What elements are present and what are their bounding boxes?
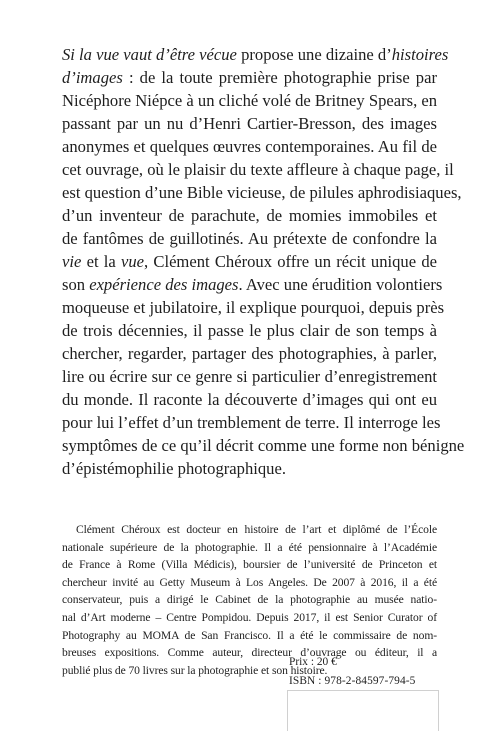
bio-line: breuses expositions. Comme auteur, directeur d’ouvrage ou éditeur, il a (62, 646, 437, 660)
bio-line: Photography au MOMA de San Francisco. Il a été le commissaire de nom- (62, 628, 437, 642)
blurb-italic-text: d’images (62, 68, 123, 87)
bio-line: Clément Chéroux est docteur en histoire de l’art et diplômé de l’École (76, 523, 437, 536)
blurb-text: Nicéphore Niépce à un cliché volé de Britney Spears, en (62, 91, 438, 110)
blurb-line (62, 365, 437, 388)
blurb-line (62, 89, 437, 112)
blurb-text: son (62, 275, 90, 294)
bio-line: conservateur, puis a dirigé le Cabinet de la photographie au musée natio- (62, 593, 437, 607)
bio-line: de France à Rome (Villa Médicis), boursier de l’université de Princeton et (62, 558, 437, 572)
blurb-paragraph (62, 43, 465, 480)
price-label: Prix : 20 € (289, 656, 337, 668)
blurb-text: lire ou écrire sur ce genre si particulier d’enregistrement (62, 367, 437, 386)
isbn-label: ISBN : 978-2-84597-794-5 (289, 675, 416, 687)
bio-line: chercheur invité au Getty Museum à Los Angeles. De 2007 à 2016, il a été (62, 575, 437, 589)
blurb-line (62, 319, 437, 342)
blurb-text: : de la toute première photographie prise par (122, 68, 437, 87)
blurb-text: . Avec une érudition volontiers (238, 275, 443, 294)
blurb-text: et la (81, 252, 121, 271)
blurb-text: symptômes de ce qu’il décrit comme une forme non bénigne (62, 436, 465, 455)
blurb-text: cet ouvrage, où le plaisir du texte affleure à chaque page, il (62, 160, 454, 179)
blurb-line (62, 204, 437, 227)
blurb-line (62, 66, 437, 89)
blurb-italic-text: histoires (391, 45, 449, 64)
blurb-line (62, 296, 445, 319)
blurb-text: de trois décennies, il passe le plus clair de son temps à (62, 321, 437, 340)
blurb-italic-text: Si la vue vaut d’être vécue (62, 45, 237, 64)
blurb-text: du monde. Il raconte la découverte d’images qui ont eu (62, 390, 437, 409)
blurb-italic-text: vue (120, 252, 145, 271)
blurb-line (62, 273, 443, 296)
barcode-area (287, 690, 439, 731)
blurb-text: est question d’une Bible vicieuse, de pilules aphrodisiaques, (62, 183, 462, 202)
blurb-line (62, 112, 437, 135)
blurb-italic-text: vie (62, 252, 82, 271)
blurb-line (62, 457, 437, 480)
price-isbn-block (287, 653, 437, 691)
blurb-line (62, 43, 449, 66)
bio-line: publié plus de 70 livres sur la photographie et son histoire. (62, 663, 328, 677)
blurb-italic-text: expérience des images (89, 275, 239, 294)
blurb-line (62, 411, 441, 434)
blurb-text: propose une dizaine d’ (236, 45, 392, 64)
blurb-line (62, 227, 437, 250)
blurb-text: moqueuse et jubilatoire, il explique pourquoi, depuis près (62, 298, 445, 317)
blurb-text: de fantômes de guillotinés. Au prétexte de confondre la (62, 229, 437, 248)
blurb-line (62, 181, 462, 204)
blurb-text: passant par un nu d’Henri Cartier-Bresson, des images (62, 114, 437, 133)
blurb-line (62, 434, 465, 457)
bio-line: nationale supérieure de la photographie. Il a été pensionnaire à l’Académie (62, 540, 437, 554)
blurb-line (62, 158, 454, 181)
blurb-line (62, 250, 437, 273)
blurb-line (62, 388, 437, 411)
blurb-text: d’un inventeur de parachute, de momies immobiles et (62, 206, 437, 225)
blurb-line (62, 135, 437, 158)
blurb-text: pour lui l’effet d’un tremblement de terre. Il interroge les (62, 413, 441, 432)
bio-line: nal d’Art moderne – Centre Pompidou. Depuis 2017, il est Senior Curator of (62, 610, 437, 624)
blurb-text: , Clément Chéroux offre un récit unique de (144, 252, 437, 271)
blurb-line (62, 342, 437, 365)
blurb-text: chercher, regarder, partager des photographies, à parler, (62, 344, 437, 363)
blurb-text: d’épistémophilie photographique. (62, 459, 286, 478)
blurb-text: anonymes et quelques œuvres contemporaines. Au fil de (62, 137, 437, 156)
